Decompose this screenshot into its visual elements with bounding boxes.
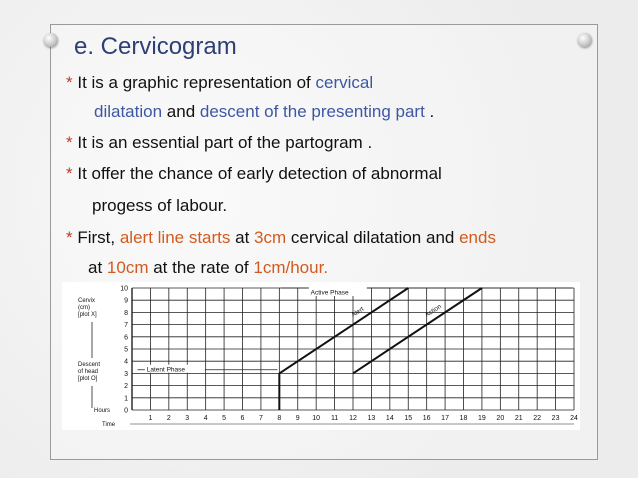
x-tick-label: 15 <box>404 415 413 422</box>
bullet-line-6 <box>66 228 496 248</box>
highlight-text: cervical <box>315 73 374 92</box>
highlight-text: 1cm/hour. <box>253 258 329 277</box>
highlight-text: alert line starts <box>119 228 231 247</box>
x-tick-label: 4 <box>203 415 208 422</box>
series-line-alert <box>279 288 408 373</box>
x-tick-label: 22 <box>533 415 542 422</box>
descent-axis-label: [plot O] <box>78 376 98 382</box>
bullet-line-7 <box>88 258 328 278</box>
cervix-axis-label: Cervix <box>78 298 96 304</box>
y-tick-label: 3 <box>124 370 128 378</box>
highlight-text: 10cm <box>106 258 149 277</box>
x-tick-label: 24 <box>570 415 578 422</box>
slide-title: e. Cervicogram <box>74 33 237 60</box>
y-tick-label: 8 <box>124 309 128 317</box>
y-tick-label: 9 <box>124 297 128 305</box>
x-tick-label: 14 <box>385 415 394 422</box>
chart-labels <box>78 286 578 429</box>
cervicogram-chart <box>62 282 580 430</box>
bullet-text: It is a graphic representation of <box>77 73 316 92</box>
bullet-text: at <box>88 258 107 277</box>
y-tick-label: 6 <box>124 334 128 342</box>
bullet-line-3 <box>66 133 372 153</box>
bullet-star: * <box>66 133 78 152</box>
descent-axis-label: Descent <box>78 362 101 368</box>
x-tick-label: 20 <box>496 415 505 422</box>
highlight-text: descent of the presenting part <box>199 102 425 121</box>
y-tick-label: 7 <box>124 322 128 330</box>
x-tick-label: 23 <box>551 415 560 422</box>
y-tick-label: 2 <box>124 383 128 391</box>
x-tick-label: 9 <box>295 415 300 422</box>
active-phase-label: Active Phase <box>310 289 349 297</box>
y-tick-label: 0 <box>124 407 128 415</box>
y-tick-label: 1 <box>124 395 128 403</box>
x-tick-label: 3 <box>185 415 190 422</box>
y-tick-label: 5 <box>124 346 128 354</box>
x-tick-label: 19 <box>478 415 486 422</box>
x-tick-label: 7 <box>258 415 263 422</box>
bullet-text: at <box>230 228 255 247</box>
highlight-text: 3cm <box>254 228 287 247</box>
x-tick-label: 13 <box>367 415 376 422</box>
bullet-text: at the rate of <box>148 258 254 277</box>
x-tick-label: 21 <box>514 415 523 422</box>
bullet-line-4 <box>66 164 442 184</box>
x-tick-label: 12 <box>349 415 357 422</box>
bullet-text: It offer the chance of early detection of abnormal <box>77 164 442 183</box>
cervix-axis-label: [plot X] <box>78 312 97 318</box>
y-tick-label: 10 <box>120 285 128 293</box>
bullet-star: * <box>66 228 78 247</box>
pushpin-icon <box>578 33 592 47</box>
bullet-text: . <box>424 102 435 121</box>
y-tick-label: 4 <box>124 358 128 366</box>
latent-phase-label: Latent Phase <box>146 366 186 374</box>
bullet-text: progess of labour. <box>92 196 228 215</box>
x-tick-label: 2 <box>166 415 171 422</box>
x-tick-label: 8 <box>277 415 282 422</box>
x-tick-label: 5 <box>222 415 227 422</box>
hours-label: Hours <box>94 408 111 414</box>
bullet-line-5 <box>92 196 227 216</box>
x-tick-label: 11 <box>330 415 339 422</box>
alert-line-label: Alert <box>350 305 366 319</box>
bullet-star: * <box>66 164 78 183</box>
x-tick-label: 17 <box>441 415 449 422</box>
x-tick-label: 6 <box>240 415 245 422</box>
bullet-line-2 <box>94 102 434 122</box>
bullet-text: and <box>162 102 200 121</box>
descent-axis-label: of head <box>78 369 99 375</box>
cervix-axis-label: (cm) <box>78 305 90 311</box>
highlight-text: dilatation <box>94 102 163 121</box>
x-tick-label: 1 <box>148 415 153 422</box>
pushpin-icon <box>44 33 58 47</box>
bullet-text: First, <box>77 228 120 247</box>
time-label: Time <box>102 422 116 428</box>
highlight-text: ends <box>459 228 496 247</box>
action-line-label: Action <box>423 303 443 319</box>
series-line-action <box>353 288 482 373</box>
bullet-text: It is an essential part of the partogram . <box>77 133 373 152</box>
x-tick-label: 10 <box>312 415 321 422</box>
bullet-star: * <box>66 73 78 92</box>
cervicogram-svg <box>62 282 580 430</box>
bullet-text: cervical dilatation and <box>286 228 460 247</box>
chart-grid <box>92 285 574 424</box>
x-tick-label: 18 <box>459 415 468 422</box>
x-tick-label: 16 <box>422 415 431 422</box>
bullet-line-1 <box>66 73 373 93</box>
